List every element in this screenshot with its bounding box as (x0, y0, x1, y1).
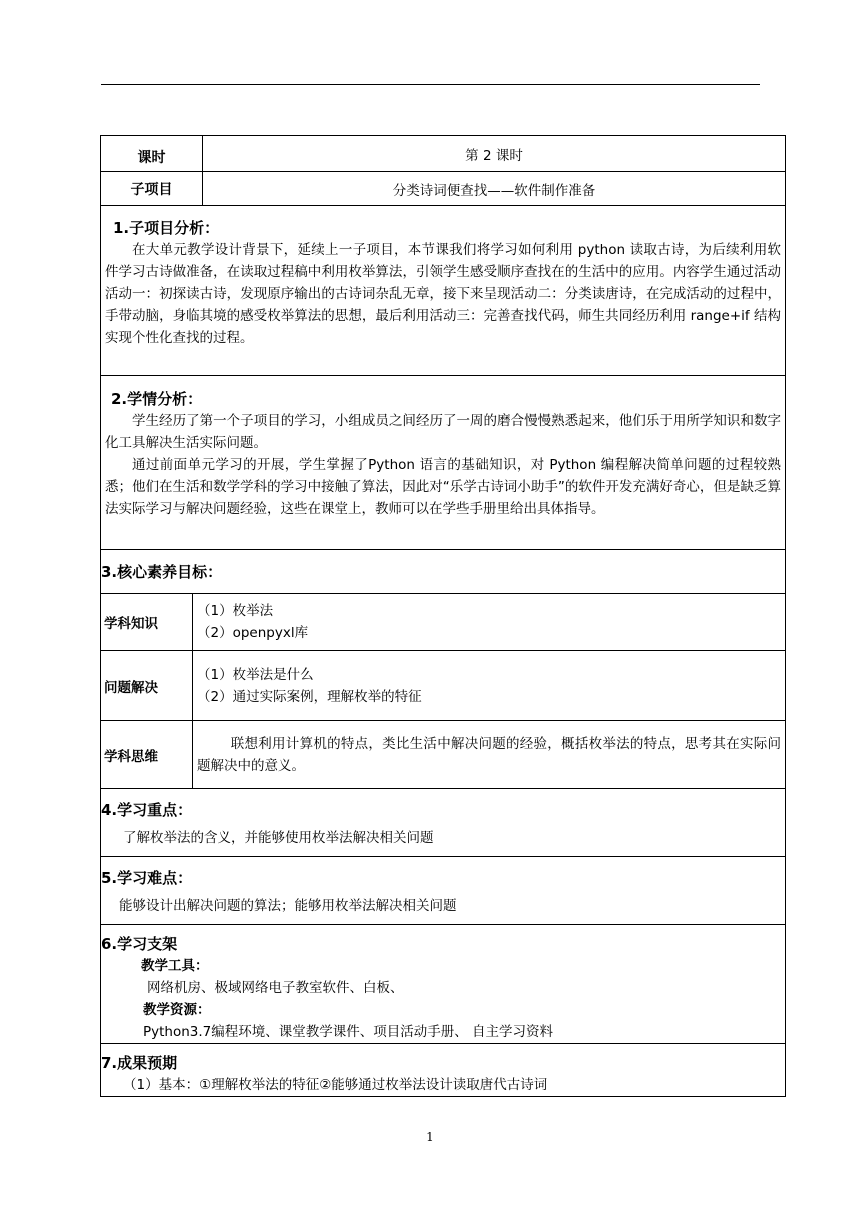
section-title: 1.子项目分析： (113, 219, 220, 237)
goal-row-thinking (101, 721, 786, 789)
goal-row-problem (101, 651, 786, 721)
goal-line: 联想利用计算机的特点，类比生活中解决问题的经验，概括枚举法的特点，思考其在实际问题解决中的意义。 (197, 735, 781, 774)
section-title: 7.成果预期 (101, 1054, 178, 1072)
section-title: 3.核心素养目标： (101, 562, 223, 581)
focus-text: 了解枚举法的含义，并能够使用枚举法解决相关问题 (123, 830, 434, 846)
section-focus (101, 789, 786, 857)
subproject-row (101, 172, 786, 206)
section-analysis (101, 206, 786, 376)
goal-row-knowledge (101, 594, 786, 651)
goal-label: 学科知识 (101, 594, 193, 651)
section-title: 4.学习重点： (101, 801, 193, 819)
section-goals-title (101, 550, 786, 594)
section-difficulty (101, 857, 786, 925)
section-title: 6.学习支架 (101, 935, 178, 953)
lesson-label: 课时 (101, 136, 203, 172)
goal-line: （1）枚举法是什么 (197, 666, 314, 683)
section-support (101, 925, 786, 1044)
outcome-basic: （1）基本：①理解枚举法的特征②能够通过枚举法设计读取唐代古诗词 (123, 1077, 548, 1093)
goal-line: （2）openpyxl库 (197, 625, 309, 641)
page-number: 1 (426, 1130, 434, 1144)
tools-label: 教学工具： (141, 958, 209, 974)
analysis-text: 在大单元教学设计背景下，延续上一子项目，本节课我们将学习如何利用 python 读取古诗，为后续利用软件学习古诗做准备，在读取过程稿中利用枚举算法，引领学生感受顺序查找在的生活中的应用。内容学生通过活动活动一：初探读古诗，发现原序输出的古诗词杂乱无章，接下来呈现活动二：分类读唐诗，在完成活动的过程中，手带动脑，身临其境的感受枚举算法的思想，最后利用活动三：完善查找代码，师生共同经历利用 range+if 结构实现个性化查找的过程。 (105, 242, 781, 346)
header-rule (101, 84, 760, 85)
section-title: 2.学情分析： (111, 390, 203, 408)
lesson-row (101, 136, 786, 172)
subproject-label: 子项目 (101, 172, 203, 206)
tools-text: 网络机房、极域网络电子教室软件、白板、 (147, 980, 404, 996)
difficulty-text: 能够设计出解决问题的算法；能够用枚举法解决相关问题 (119, 898, 457, 914)
lesson-plan-table (100, 135, 786, 1097)
goal-label: 问题解决 (101, 651, 193, 721)
subproject-value: 分类诗词便查找——软件制作准备 (203, 172, 786, 206)
learner-text-1: 学生经历了第一个子项目的学习，小组成员之间经历了一周的磨合慢慢熟悉起来，他们乐于用所学知识和数字化工具解决生活实际问题。 (105, 413, 781, 451)
learner-text-2: 通过前面单元学习的开展，学生掌握了Python 语言的基础知识，对 Python 编程解决简单问题的过程较熟悉；他们在生活和数学学科的学习中接触了算法，因此对“乐学古诗词小助手”的软件开发充满好奇心，但是缺乏算法实际学习与解决问题经验，这些在课堂上，教师可以在学些手册里给出具体指导。 (105, 457, 781, 517)
goal-line: （2）通过实际案例，理解枚举的特征 (197, 688, 422, 705)
section-title: 5.学习难点： (101, 869, 193, 887)
lesson-value: 第 2 课时 (203, 136, 786, 172)
goal-label: 学科思维 (101, 721, 193, 789)
section-learner (101, 376, 786, 550)
section-outcome (101, 1044, 786, 1097)
resources-label: 教学资源： (143, 1002, 211, 1018)
resources-text: Python3.7编程环境、课堂教学课件、项目活动手册、 自主学习资料 (143, 1024, 554, 1040)
goal-line: （1）枚举法 (197, 603, 274, 619)
